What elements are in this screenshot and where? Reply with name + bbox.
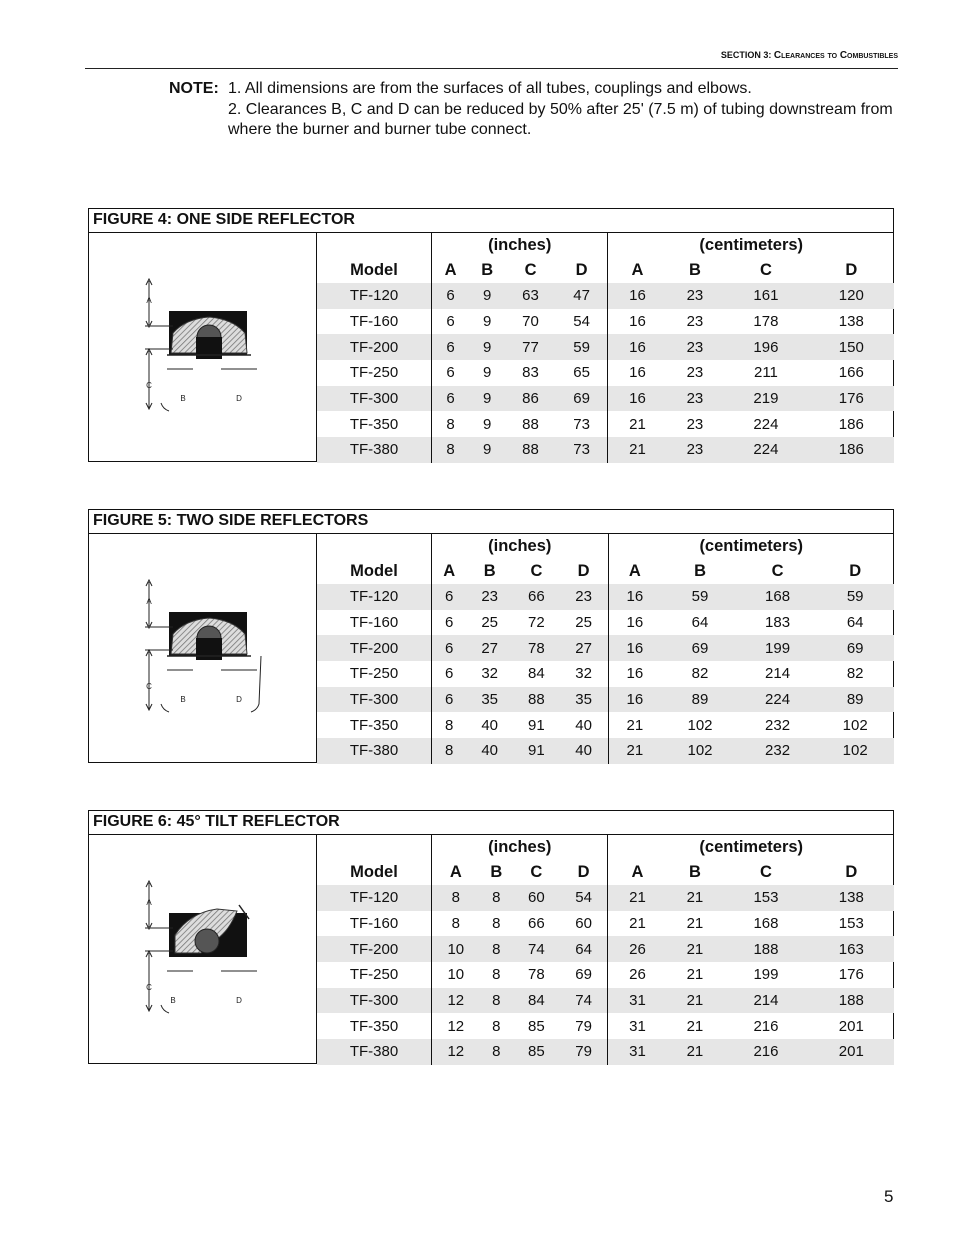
value-cell: 59: [556, 334, 608, 360]
value-cell: 23: [667, 283, 724, 309]
value-cell: 85: [528, 1017, 545, 1035]
column-header: B: [688, 260, 701, 279]
dim-label-d: D: [236, 695, 242, 704]
value-cell: 63: [505, 283, 556, 309]
value-cell: 21: [629, 915, 646, 933]
table-row: [317, 1039, 894, 1065]
column-header: D: [560, 558, 608, 584]
dim-label-c: C: [146, 682, 152, 691]
value-cell: 8: [480, 936, 513, 962]
value-cell: 6: [432, 687, 467, 713]
value-cell: 31: [608, 988, 667, 1014]
column-header: C: [524, 260, 537, 279]
group-inches-header: (inches): [432, 233, 608, 257]
value-cell: 196: [723, 334, 808, 360]
value-cell: 66: [528, 915, 545, 933]
group-cm-header: (centimeters): [699, 536, 804, 555]
model-cell: TF-200: [317, 635, 432, 661]
model-cell: TF-380: [317, 738, 432, 764]
value-cell: 70: [522, 313, 539, 331]
value-cell: 88: [522, 415, 539, 433]
column-header: B: [694, 561, 706, 580]
group-inches-header: (inches): [432, 534, 609, 558]
value-cell: 8: [444, 716, 454, 734]
value-cell: 120: [809, 283, 894, 309]
value-cell: 40: [560, 712, 608, 738]
value-cell: 26: [629, 966, 646, 984]
table-row: [317, 610, 894, 636]
value-cell: 8: [451, 915, 460, 933]
model-cell: TF-160: [317, 911, 432, 937]
table-row: [317, 360, 894, 386]
dim-label-a: A: [146, 597, 152, 606]
table-row: [317, 911, 894, 937]
value-cell: 69: [560, 962, 608, 988]
note-text: [228, 79, 908, 141]
value-cell: 8: [432, 738, 467, 764]
value-cell: 69: [556, 386, 608, 412]
dim-label-b: B: [180, 695, 186, 704]
value-cell: 27: [560, 635, 608, 661]
figure-diagram: [89, 835, 317, 1064]
model-cell: TF-250: [317, 661, 432, 687]
value-cell: 83: [522, 364, 539, 382]
value-cell: 9: [483, 415, 492, 433]
value-cell: 9: [469, 334, 505, 360]
value-cell: 6: [432, 386, 470, 412]
value-cell: 6: [444, 665, 454, 683]
section-title: Clearances to Combustibles: [773, 50, 898, 61]
note-line-2: 2. Clearances B, C and D can be reduced by 50% after 25' (7.5 m) of tubing downstream from where the burner and burner tube connect.: [228, 100, 893, 138]
value-cell: 102: [687, 716, 713, 734]
value-cell: 214: [765, 665, 791, 683]
figure-title: FIGURE 6: 45° TILT REFLECTOR: [89, 811, 893, 835]
value-cell: 199: [753, 966, 779, 984]
value-cell: 23: [667, 386, 724, 412]
value-cell: 150: [809, 334, 894, 360]
value-cell: 8: [480, 988, 513, 1014]
value-cell: 89: [816, 687, 894, 713]
value-cell: 21: [667, 1039, 724, 1065]
value-cell: 21: [667, 885, 724, 911]
value-cell: 9: [483, 364, 492, 382]
column-header: B: [481, 260, 494, 279]
value-cell: 47: [556, 283, 608, 309]
column-header: C: [530, 862, 543, 881]
table-row: [317, 1013, 894, 1039]
page-number: 5: [884, 1187, 894, 1206]
value-cell: 21: [686, 966, 704, 984]
value-cell: 9: [483, 313, 492, 331]
value-cell: 27: [466, 635, 513, 661]
table-row: [317, 309, 894, 335]
value-cell: 153: [723, 885, 808, 911]
model-cell: TF-300: [317, 386, 432, 412]
section-header: [85, 50, 898, 69]
value-cell: 91: [513, 738, 560, 764]
model-cell: TF-380: [317, 1039, 432, 1065]
value-cell: 219: [723, 386, 808, 412]
column-header: A: [631, 260, 644, 279]
section-prefix: SECTION 3:: [720, 50, 772, 60]
value-cell: 6: [446, 364, 455, 382]
table-row: [317, 738, 894, 764]
figure-6: [88, 810, 894, 1064]
value-cell: 12: [432, 988, 480, 1014]
value-cell: 8: [432, 437, 470, 463]
value-cell: 232: [739, 738, 817, 764]
column-header: D: [845, 862, 858, 881]
column-header: C: [760, 862, 772, 881]
figure-diagram: [89, 233, 317, 462]
value-cell: 176: [809, 386, 894, 412]
value-cell: 8: [480, 885, 513, 911]
value-cell: 88: [505, 437, 556, 463]
value-cell: 73: [556, 411, 608, 437]
model-cell: TF-200: [317, 936, 432, 962]
reflector-diagram: [145, 580, 261, 712]
value-cell: 163: [809, 936, 894, 962]
value-cell: 199: [739, 635, 817, 661]
value-cell: 86: [505, 386, 556, 412]
value-cell: 8: [492, 1017, 501, 1035]
value-cell: 31: [629, 1017, 646, 1035]
column-header: D: [849, 561, 862, 580]
value-cell: 6: [432, 334, 470, 360]
value-cell: 89: [661, 687, 739, 713]
value-cell: 183: [765, 614, 791, 632]
dim-label-a: A: [146, 296, 152, 305]
value-cell: 23: [686, 313, 704, 331]
value-cell: 102: [816, 738, 894, 764]
group-inches-header: (inches): [432, 835, 608, 859]
model-cell: TF-200: [317, 334, 432, 360]
value-cell: 16: [608, 635, 661, 661]
value-cell: 8: [446, 415, 455, 433]
reflector-diagram: [145, 279, 257, 411]
value-cell: 78: [513, 635, 560, 661]
column-header: A: [449, 862, 462, 881]
dim-label-d: D: [236, 394, 242, 403]
value-cell: 16: [608, 283, 667, 309]
value-cell: 8: [492, 966, 501, 984]
value-cell: 82: [846, 665, 864, 683]
value-cell: 188: [723, 936, 808, 962]
value-cell: 23: [560, 584, 608, 610]
table-row: [317, 334, 894, 360]
clearance-table: [317, 835, 894, 1065]
value-cell: 25: [560, 610, 608, 636]
column-header: A: [631, 862, 644, 881]
group-cm-header: (centimeters): [699, 837, 804, 856]
tube-circle: [195, 929, 219, 953]
table-row: [317, 283, 894, 309]
value-cell: 16: [626, 665, 644, 683]
value-cell: 40: [466, 738, 513, 764]
value-cell: 64: [560, 936, 608, 962]
reflector-diagram: [145, 881, 257, 1013]
value-cell: 79: [560, 1013, 608, 1039]
value-cell: 168: [753, 915, 779, 933]
note-line-1: 1. All dimensions are from the surfaces of all tubes, couplings and elbows.: [228, 80, 752, 97]
value-cell: 77: [505, 334, 556, 360]
value-cell: 54: [556, 309, 608, 335]
value-cell: 84: [528, 665, 545, 683]
value-cell: 12: [432, 1039, 480, 1065]
value-cell: 224: [739, 687, 817, 713]
model-cell: TF-300: [317, 687, 432, 713]
model-cell: TF-120: [317, 283, 432, 309]
clearance-table: [317, 233, 894, 463]
column-header: C: [530, 561, 543, 580]
value-cell: 78: [528, 966, 545, 984]
value-cell: 16: [629, 313, 646, 331]
value-cell: 21: [608, 885, 667, 911]
value-cell: 21: [608, 437, 667, 463]
value-cell: 216: [753, 1017, 779, 1035]
value-cell: 35: [466, 687, 513, 713]
value-cell: 23: [466, 584, 513, 610]
table-row: [317, 411, 894, 437]
dim-label-c: C: [146, 381, 152, 390]
table-row: [317, 661, 894, 687]
value-cell: 6: [432, 635, 467, 661]
value-cell: 102: [842, 716, 868, 734]
value-cell: 85: [513, 1039, 560, 1065]
value-cell: 21: [686, 915, 704, 933]
value-cell: 224: [723, 437, 808, 463]
column-header: D: [845, 260, 858, 279]
value-cell: 66: [513, 584, 560, 610]
table-row: [317, 885, 894, 911]
column-header: Model: [317, 859, 432, 885]
value-cell: 21: [626, 716, 644, 734]
model-cell: TF-120: [317, 584, 432, 610]
table-row: [317, 712, 894, 738]
value-cell: 6: [444, 614, 454, 632]
value-cell: 186: [809, 437, 894, 463]
value-cell: 84: [513, 988, 560, 1014]
column-header: Model: [317, 257, 432, 283]
dim-label-a: A: [146, 898, 152, 907]
value-cell: 65: [556, 360, 608, 386]
value-cell: 16: [629, 364, 646, 382]
value-cell: 60: [560, 911, 608, 937]
table-row: [317, 584, 894, 610]
model-cell: TF-380: [317, 437, 432, 463]
value-cell: 9: [469, 437, 505, 463]
value-cell: 69: [661, 635, 739, 661]
value-cell: 102: [661, 738, 739, 764]
value-cell: 35: [560, 687, 608, 713]
value-cell: 211: [753, 364, 778, 382]
value-cell: 23: [686, 364, 704, 382]
value-cell: 82: [691, 665, 709, 683]
value-cell: 32: [481, 665, 498, 683]
value-cell: 21: [667, 988, 724, 1014]
model-cell: TF-250: [317, 360, 432, 386]
model-cell: TF-350: [317, 1013, 432, 1039]
value-cell: 88: [513, 687, 560, 713]
dim-label-b: B: [170, 996, 176, 1005]
value-cell: 16: [626, 614, 644, 632]
table-row: [317, 962, 894, 988]
value-cell: 25: [481, 614, 498, 632]
model-cell: TF-300: [317, 988, 432, 1014]
value-cell: 6: [432, 584, 467, 610]
model-cell: TF-350: [317, 712, 432, 738]
value-cell: 6: [432, 283, 470, 309]
value-cell: 9: [469, 386, 505, 412]
value-cell: 21: [667, 936, 724, 962]
value-cell: 72: [528, 614, 545, 632]
value-cell: 161: [723, 283, 808, 309]
column-header: C: [759, 260, 772, 279]
table-row: [317, 386, 894, 412]
value-cell: 186: [838, 415, 864, 433]
value-cell: 73: [556, 437, 608, 463]
value-cell: 232: [765, 716, 791, 734]
value-cell: 168: [739, 584, 817, 610]
figure-title: FIGURE 5: TWO SIDE REFLECTORS: [89, 510, 893, 534]
value-cell: 178: [753, 313, 779, 331]
dim-label-b: B: [180, 394, 186, 403]
value-cell: 69: [816, 635, 894, 661]
value-cell: 214: [723, 988, 808, 1014]
value-cell: 74: [560, 988, 608, 1014]
table-row: [317, 437, 894, 463]
value-cell: 10: [447, 966, 465, 984]
figure-diagram: [89, 534, 317, 763]
value-cell: 216: [723, 1039, 808, 1065]
value-cell: 153: [838, 915, 864, 933]
table-row: [317, 635, 894, 661]
value-cell: 60: [513, 885, 560, 911]
table-row: [317, 936, 894, 962]
model-cell: TF-250: [317, 962, 432, 988]
figure-4: [88, 208, 894, 462]
model-cell: TF-120: [317, 885, 432, 911]
model-cell: TF-160: [317, 309, 432, 335]
value-cell: 23: [667, 334, 724, 360]
value-cell: 138: [809, 885, 894, 911]
model-cell: TF-160: [317, 610, 432, 636]
value-cell: 54: [560, 885, 608, 911]
table-row: [317, 988, 894, 1014]
figure-title: FIGURE 4: ONE SIDE REFLECTOR: [89, 209, 893, 233]
column-header: B: [688, 862, 701, 881]
group-cm-header: (centimeters): [699, 235, 804, 254]
column-header: D: [560, 859, 608, 885]
value-cell: 32: [560, 661, 608, 687]
dim-label-d: D: [236, 996, 242, 1005]
value-cell: 40: [481, 716, 498, 734]
table-row: [317, 687, 894, 713]
value-cell: 9: [469, 283, 505, 309]
value-cell: 16: [608, 687, 661, 713]
value-cell: 91: [528, 716, 545, 734]
clearance-table: [317, 534, 894, 764]
value-cell: 64: [691, 614, 709, 632]
value-cell: 40: [560, 738, 608, 764]
value-cell: 224: [753, 415, 779, 433]
value-cell: 8: [480, 1039, 513, 1065]
value-cell: 8: [492, 915, 501, 933]
value-cell: 23: [667, 437, 724, 463]
value-cell: 16: [608, 584, 661, 610]
value-cell: 23: [686, 415, 704, 433]
column-header: D: [556, 257, 608, 283]
value-cell: 79: [560, 1039, 608, 1065]
dim-label-c: C: [146, 983, 152, 992]
value-cell: 201: [838, 1017, 864, 1035]
column-header: A: [443, 561, 456, 580]
value-cell: 10: [432, 936, 480, 962]
value-cell: 12: [447, 1017, 465, 1035]
value-cell: 6: [446, 313, 455, 331]
note-label: NOTE:: [169, 80, 219, 97]
value-cell: 21: [629, 415, 646, 433]
value-cell: 138: [838, 313, 864, 331]
value-cell: 176: [838, 966, 864, 984]
value-cell: 16: [608, 386, 667, 412]
value-cell: 8: [432, 885, 480, 911]
value-cell: 26: [608, 936, 667, 962]
value-cell: 188: [809, 988, 894, 1014]
value-cell: 31: [608, 1039, 667, 1065]
value-cell: 74: [513, 936, 560, 962]
value-cell: 64: [846, 614, 864, 632]
figure-5: [88, 509, 894, 763]
column-header: Model: [317, 558, 432, 584]
value-cell: 16: [608, 334, 667, 360]
value-cell: 59: [661, 584, 739, 610]
value-cell: 21: [686, 1017, 704, 1035]
column-header: C: [771, 561, 784, 580]
column-header: A: [444, 260, 457, 279]
value-cell: 166: [838, 364, 864, 382]
value-cell: 21: [608, 738, 661, 764]
column-header: B: [483, 561, 496, 580]
value-cell: 201: [809, 1039, 894, 1065]
value-cell: 59: [816, 584, 894, 610]
column-header: B: [490, 862, 503, 881]
column-header: A: [628, 561, 641, 580]
model-cell: TF-350: [317, 411, 432, 437]
